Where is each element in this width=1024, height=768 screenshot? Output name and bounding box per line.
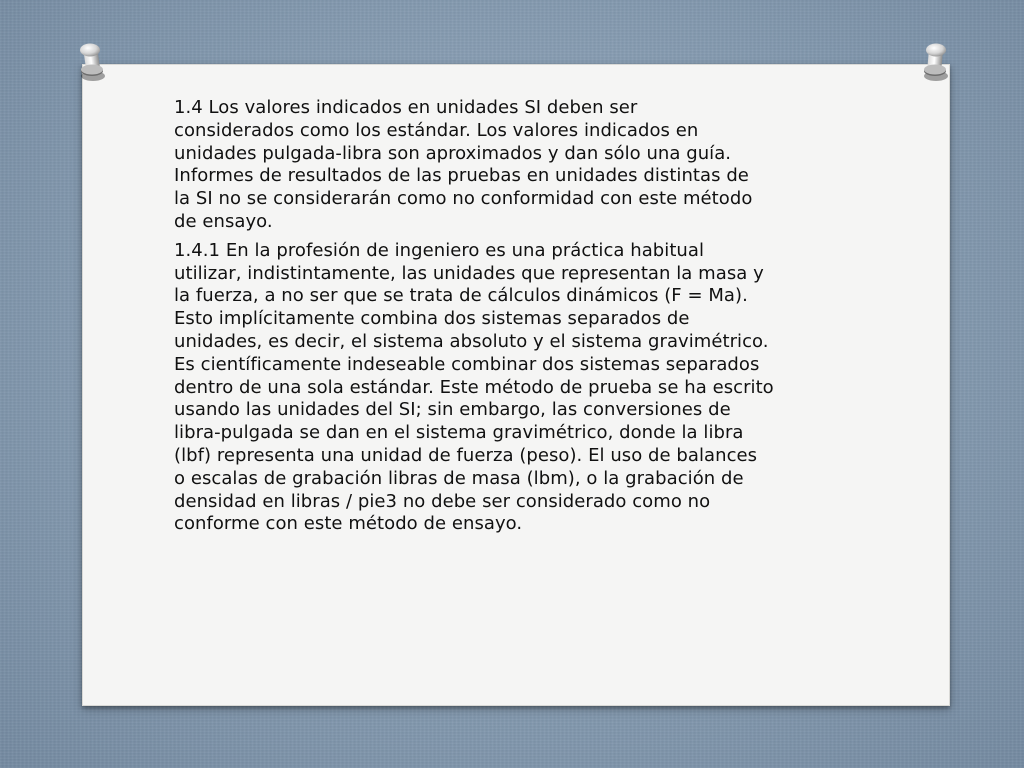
body-text [174, 97, 874, 536]
paragraph-1-4-1: 1.4.1 En la profesión de ingeniero es una práctica habitual utilizar, indistintamente, las unidades que representan la masa y la fuerza, a no ser que se trata de cálculos dinámicos (F = Ma). Esto implícitamente combina dos sistemas separados de unidades, es decir, el sistema absoluto y el sistema gravimétrico. Es científicamente indeseable combinar dos sistemas separados dentro de una sola estándar. Este método de prueba se ha escrito usando las unidades del SI; sin embargo, las conversiones de libra-pulgada se dan en el sistema gravimétrico, donde la libra (lbf) representa una unidad de fuerza (peso). El uso de balances o escalas de grabación libras de masa (lbm), o la grabación de densidad en libras / pie3 no debe ser considerado como no conforme con este método de ensayo. [174, 239, 774, 535]
pushpin-icon [74, 40, 108, 82]
pushpin-icon [918, 40, 952, 82]
paragraph-1-4: 1.4 Los valores indicados en unidades SI deben ser considerados como los estándar. Los valores indicados en unidades pulgada-libra son aproximados y dan sólo una guía. Informes de resultados de las pruebas en unidades distintas de la SI no se considerarán como no conformidad con este método de ensayo. [174, 97, 753, 232]
